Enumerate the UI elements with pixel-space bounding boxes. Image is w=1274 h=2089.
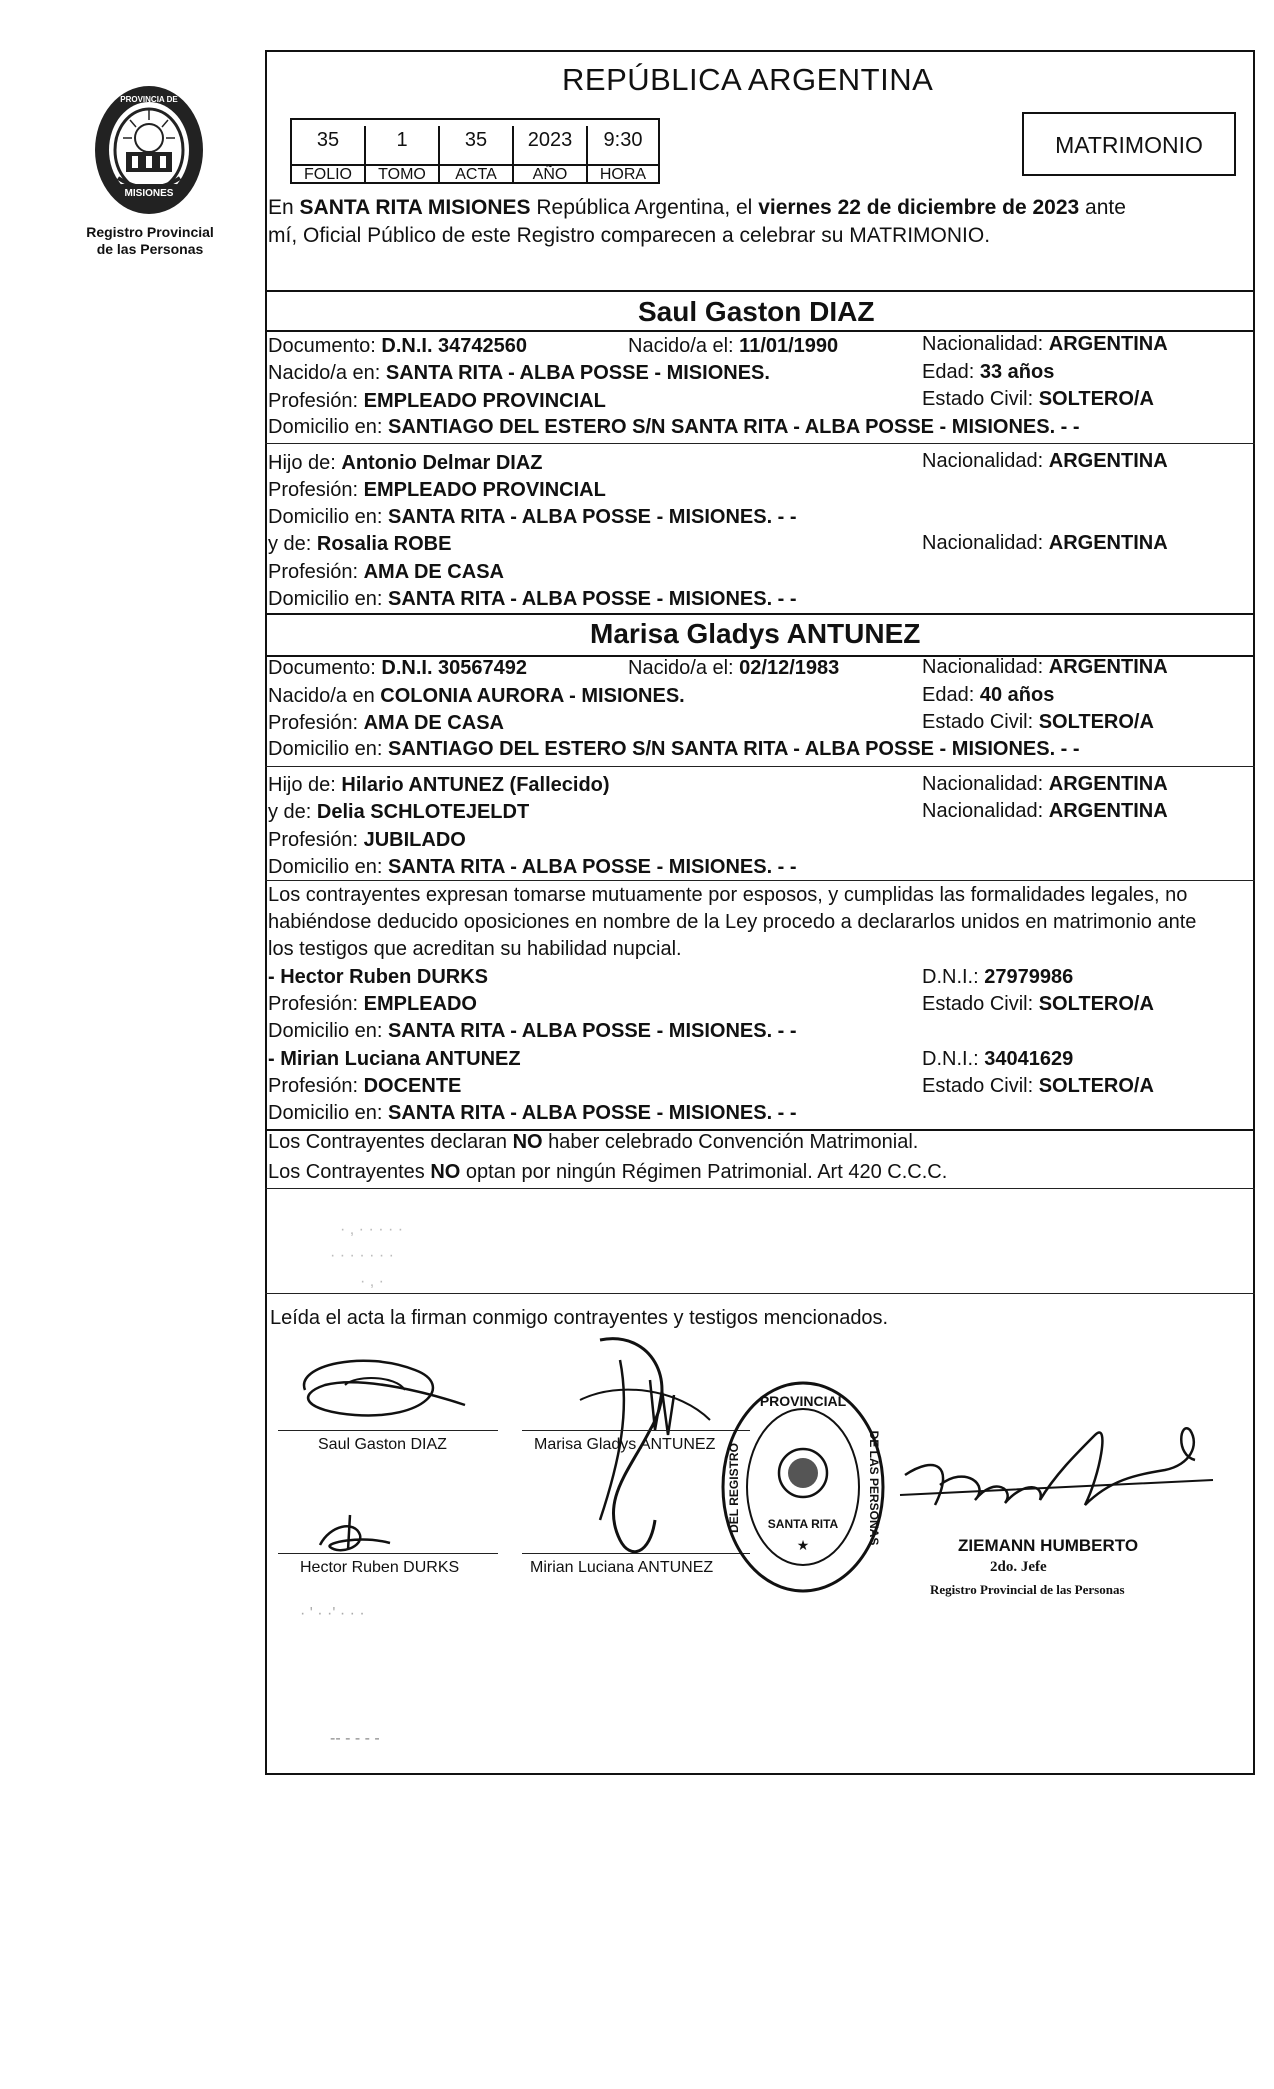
witness2-name: - Mirian Luciana ANTUNEZ [268, 1048, 521, 1070]
intro-text-1: En [268, 196, 300, 219]
registry-logo [88, 80, 210, 220]
act-type-box [1022, 112, 1236, 176]
faded-marks: · , · · · · · · · · · · · · · , · [330, 1221, 404, 1290]
svg-text:★: ★ [796, 1537, 810, 1553]
time-value: 9:30 [603, 129, 643, 151]
spouse1-father-address: Domicilio en: SANTA RITA - ALBA POSSE - MISIONES. - - [268, 506, 797, 528]
folio-label: FOLIO [292, 166, 366, 184]
spouse2-mother-address: Domicilio en: SANTA RITA - ALBA POSSE - MISIONES. - - [268, 856, 797, 878]
intro-text-3: ante [1079, 196, 1126, 219]
spouse2-father-nationality: Nacionalidad: ARGENTINA [922, 773, 1168, 795]
spouse2-mother-nationality: Nacionalidad: ARGENTINA [922, 800, 1168, 822]
spouse2-address: Domicilio en: SANTIAGO DEL ESTERO S/N SANTA RITA - ALBA POSSE - MISIONES. - - [268, 738, 1080, 760]
official-seal-icon [718, 1378, 888, 1596]
divider [265, 613, 1255, 615]
divider [265, 1188, 1255, 1189]
svg-text:DEL REGISTRO: DEL REGISTRO [727, 1443, 741, 1533]
spouse2-father: Hijo de: Hilario ANTUNEZ (Fallecido) [268, 774, 610, 796]
declaration-line2: habiéndose deducido oposiciones en nombre de la Ley procedo a declararlos unidos en matrimonio ante [268, 911, 1197, 933]
spouse2-profession: Profesión: AMA DE CASA [268, 712, 504, 734]
svg-text:SANTA RITA: SANTA RITA [767, 1517, 839, 1531]
signature-spouse1 [285, 1345, 475, 1435]
faded-marks: -- - - - - [330, 1730, 380, 1747]
signature-witness1 [300, 1505, 420, 1565]
regime-statement: Los Contrayentes NO optan por ningún Régimen Patrimonial. Art 420 C.C.C. [268, 1161, 948, 1183]
spouse2-document: Documento: D.N.I. 30567492 [268, 657, 528, 679]
signature-line [522, 1553, 750, 1554]
intro-place: SANTA RITA MISIONES [299, 196, 531, 219]
record-grid [290, 118, 660, 184]
spouse2-nationality: Nacionalidad: ARGENTINA [922, 656, 1168, 678]
signature-label-witness1: Hector Ruben DURKS [300, 1559, 460, 1576]
divider [265, 766, 1255, 767]
divider [265, 290, 1255, 292]
spouse2-mother-profession: Profesión: JUBILADO [268, 829, 466, 851]
spouse1-profession: Profesión: EMPLEADO PROVINCIAL [268, 390, 606, 412]
svg-text:DE LAS PERSONAS: DE LAS PERSONAS [867, 1430, 881, 1546]
spouse2-civil-status: Estado Civil: SOLTERO/A [922, 711, 1154, 733]
divider [265, 1293, 1255, 1294]
spouse1-mother-nationality: Nacionalidad: ARGENTINA [922, 532, 1168, 554]
declaration-line1: Los contrayentes expresan tomarse mutuamente por esposos, y cumplidas las formalidades legales, no [268, 884, 1188, 906]
spouse1-birthplace: Nacido/a en: SANTA RITA - ALBA POSSE - MISIONES. [268, 362, 770, 384]
witness1-dni: D.N.I.: 27979986 [922, 966, 1074, 988]
faded-marks: · ' · ·' · · · [300, 1605, 365, 1622]
officer-name: ZIEMANN HUMBERTO [958, 1536, 1139, 1555]
spouse1-father-nationality: Nacionalidad: ARGENTINA [922, 450, 1168, 472]
officer-title: 2do. Jefe [990, 1559, 1047, 1575]
acta-label: ACTA [440, 166, 514, 184]
witness2-profession: Profesión: DOCENTE [268, 1075, 462, 1097]
spouse1-nationality: Nacionalidad: ARGENTINA [922, 333, 1168, 355]
declaration-line3: los testigos que acreditan su habilidad nupcial. [268, 938, 682, 960]
witness2-civil-status: Estado Civil: SOLTERO/A [922, 1075, 1154, 1097]
acta-value: 35 [440, 126, 514, 164]
spouse1-name: Saul Gaston DIAZ [638, 296, 875, 327]
convention-statement: Los Contrayentes declaran NO haber celebrado Convención Matrimonial. [268, 1131, 919, 1153]
spouse1-age: Edad: 33 años [922, 361, 1055, 383]
spouse1-mother: y de: Rosalia ROBE [268, 533, 452, 555]
officer-organization: Registro Provincial de las Personas [930, 1582, 1125, 1597]
signature-line [278, 1553, 498, 1554]
spouse1-birthdate: Nacido/a el: 11/01/1990 [628, 335, 839, 357]
signature-label-spouse2: Marisa Gladys ANTUNEZ [534, 1436, 716, 1453]
svg-text:PROVINCIAL: PROVINCIAL [759, 1393, 847, 1409]
closing-statement: Leída el acta la firman conmigo contrayentes y testigos mencionados. [270, 1307, 889, 1329]
signature-label-witness2: Mirian Luciana ANTUNEZ [530, 1559, 714, 1576]
spouse2-birthplace: Nacido/a en COLONIA AURORA - MISIONES. [268, 685, 685, 707]
intro-text-2: República Argentina, el [530, 196, 759, 219]
spouse1-father: Hijo de: Antonio Delmar DIAZ [268, 452, 543, 474]
spouse2-name: Marisa Gladys ANTUNEZ [590, 618, 921, 649]
spouse1-civil-status: Estado Civil: SOLTERO/A [922, 388, 1154, 410]
year-value: 2023 [514, 126, 588, 164]
divider [265, 880, 1255, 881]
spouse2-birthdate: Nacido/a el: 02/12/1983 [628, 657, 840, 679]
intro-line1 [268, 196, 1126, 220]
divider [265, 443, 1255, 444]
tomo-label: TOMO [366, 166, 440, 184]
witness1-address: Domicilio en: SANTA RITA - ALBA POSSE - MISIONES. - - [268, 1020, 797, 1042]
spouse1-document: Documento: D.N.I. 34742560 [268, 335, 528, 357]
witness1-name: - Hector Ruben DURKS [268, 966, 489, 988]
country-title: REPÚBLICA ARGENTINA [562, 62, 934, 97]
time-label: HORA [599, 166, 647, 183]
registry-name-line2: de las Personas [96, 241, 204, 257]
intro-line2: mí, Oficial Público de este Registro comparecen a celebrar su MATRIMONIO. [268, 224, 991, 247]
witness1-profession: Profesión: EMPLEADO [268, 993, 477, 1015]
svg-text:MISIONES: MISIONES [124, 188, 174, 199]
intro-date: viernes 22 de diciembre de 2023 [758, 196, 1080, 219]
folio-value: 35 [292, 126, 366, 164]
spouse1-father-profession: Profesión: EMPLEADO PROVINCIAL [268, 479, 606, 501]
witness2-address: Domicilio en: SANTA RITA - ALBA POSSE - MISIONES. - - [268, 1102, 797, 1124]
signature-label-spouse1: Saul Gaston DIAZ [318, 1436, 447, 1453]
spouse2-age: Edad: 40 años [922, 684, 1055, 706]
year-label: AÑO [514, 166, 588, 184]
signature-officer [895, 1415, 1215, 1535]
registry-name-line1: Registro Provincial [86, 224, 214, 240]
signature-line [522, 1430, 750, 1431]
province-emblem-icon [88, 80, 210, 220]
witness1-civil-status: Estado Civil: SOLTERO/A [922, 993, 1154, 1015]
spouse1-mother-address: Domicilio en: SANTA RITA - ALBA POSSE - MISIONES. - - [268, 588, 797, 610]
signature-line [278, 1430, 498, 1431]
delegation-seal [718, 1378, 888, 1596]
svg-text:PROVINCIA DE: PROVINCIA DE [120, 95, 178, 104]
act-type: MATRIMONIO [1055, 132, 1203, 158]
witness2-dni: D.N.I.: 34041629 [922, 1048, 1074, 1070]
tomo-value: 1 [366, 126, 440, 164]
spouse1-mother-profession: Profesión: AMA DE CASA [268, 561, 504, 583]
spouse1-address: Domicilio en: SANTIAGO DEL ESTERO S/N SANTA RITA - ALBA POSSE - MISIONES. - - [268, 416, 1080, 438]
spouse2-mother: y de: Delia SCHLOTEJELDT [268, 801, 530, 823]
